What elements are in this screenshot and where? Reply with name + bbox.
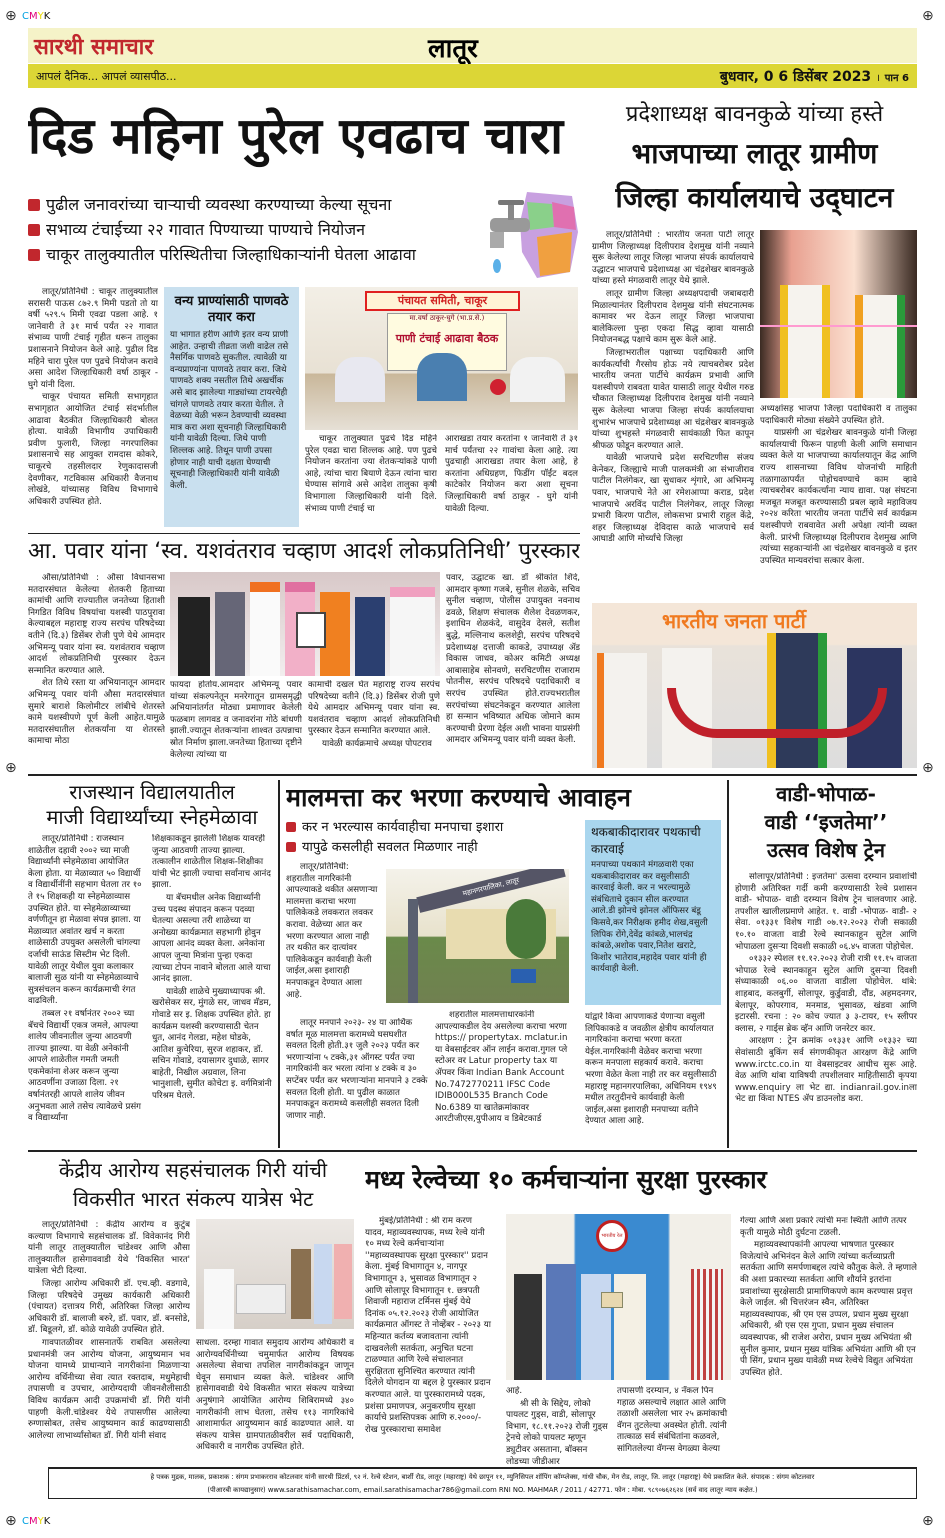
- pawar-column-1: [28, 573, 165, 771]
- paragraph: महाव्यवस्थापकांनी आपल्या भाषणात पुरस्कार विजेत्यांचे अभिनंदन केले आणि त्यांच्या कर्तव्याप्रती सतर्कता आणि समर्पणाबद्दल त्यांचे कौतुक केले. ते म्हणाले की अशा प्रकारच्या सतर्कता आणि शौर्याने इतरांना प्रवाशांच्या सुरक्षेसाठी प्रामाणिकपणे काम करण्यास प्रवृत्त केले जाईल. श्री चित्तरंजन स्वैन, अतिरिक्त महाव्यवस्थापक, श्री एम एस उप्पल, प्रधान मुख्य सुरक्षा अधिकारी, श्री एस एस गुप्ता, प्रधान मुख्य संचालन व्यवस्थापक, श्री राजेश अरोरा, प्रधान मुख्य अभियंता श्री सुनील कुमार, प्रधान मुख्य यांत्रिक अभियंता आणि श्री एन पी सिंग, प्रधान मुख्य यावेळी मध्य रेल्वेचे विद्युत अभियंता उपस्थित होते.: [740, 1240, 917, 1378]
- paragraph: तब्बल २१ वर्षानंतर २००२ च्या बॅचचे विद्यार्थी एकत्र जमले, आपल्या शालेय जीवनातील जुन्या आठवणी ताज्या झाल्या. या वेळी अनेकांनी आपले शाळेतील गमती जमती एकमेकांना शेअर करून जुन्या आठवणींना उजाळा दिला. २१ वर्षानंतरही आपले शालेय जीवन अनुभवता आले तसेच त्यावेळचे प्रसंग व विद्यार्थ्यांना: [28, 1008, 141, 1124]
- gate-pillar: [408, 899, 418, 1003]
- pawar-column-3: [308, 680, 440, 771]
- paragraph: आरक्षण : ट्रेन क्रमांक ०१३३१ आणि ०१३३२ च्या सेवांसाठी बुकिंग सर्व संगणकीकृत आरक्षण केंद्रे आणि www.irctc.co.in या वेबसाइटवर आधीच सुरू आहे. वेळ आणि थांबा याविषयी तपशीलवार माहितीसाठी कृपया www.enquiry ला भेट द्या. indianrail.gov.inला भेट द्या किंवा NTES ॲप डाउनलोड करा.: [735, 1036, 917, 1105]
- municipal-building-photo: [386, 869, 569, 1003]
- wildlife-sidebar-box: [164, 287, 299, 527]
- railway-logo-icon: भारतीय रेल: [596, 1220, 628, 1252]
- lead-column-4: [445, 434, 578, 527]
- tax-column-1a: [286, 862, 378, 1014]
- bullet-text: कर न भरल्यास कार्यवाहीचा मनपाचा इशारा: [302, 820, 504, 835]
- divider: [28, 533, 580, 534]
- bullet-item: [28, 217, 498, 242]
- award-ceremony-photo: [170, 572, 440, 676]
- paragraph: चाकूर तालुक्यात पुढचे दिड महिने पुरेल एवढा चारा शिल्लक आहे. पण पुढचे नियोजन करतांना ज्या शेतकऱ्यांकडे पाणी आहे, त्यांचा चारा बियाणे देऊन त्यांना चारा घेण्यास सांगावे असे आदेश तालुका कृषी विभागाला जिल्हाधिकारी यांनी दिले. संभाव्य पाणी टंचाई चा: [305, 434, 437, 514]
- imprint-line-2: (पीआरबी कायद्यानुसार) www.sarathisamachar.com, email.sarathisamachar786@gmail.com RNI NO. MAHMAR / 2011 / 42771. फोन : मोबा. ९८९०७६२६२४ (सर्व वाद लातूर न्याय कक्षेत.): [207, 1486, 758, 1494]
- paragraph: पवार, उद्घाटक खा. डॉ श्रीकांत शिंदे, आमदार कृष्णा गजबे, सुनील शेळके, सचिव सुनील चव्हाण, पोलीस उपायुक्त नवनाथ ढवळे, शिक्षण संचालक शैलेश देवळणकर, इशाधिन शेळकंदे, वासुदेव देसले, सतीश बुद्धे, मल्लिनाथ कलशेट्टी, सरपंच परिषदचे प्रदेशाध्यक्ष दत्ताजी काकडे, उपाध्यक्ष ॲड विकास जाधव, कोअर कमिटी अध्यक्ष आबासाहेब सोनवणे, सरचिटणीस राजाराम पोतनीस, सरपंच परिषदचे पदाधिकारी व सरपंच उपस्थित होते.राज्यभरातील सरपंचांच्या संघटनेकडून करण्यात आलेला हा सन्मान भविष्यात अधिक जोमाने काम करण्याची प्रेरणा देईल अशी भावना याप्रसंगी आमदार अभिमन्यू पवार यांनी व्यक्त केली.: [446, 573, 580, 746]
- paragraph: लातूर मनपाने २०२३- २४ या आर्थिक वर्षात मूळ मालमत्ता करामध्ये घसघशीत सवलत दिली होती.३१ जुलै २०२३ पर्यंत कर भरणाऱ्यांना ५ टक्के,३१ ऑगस्ट पर्यंत ज्या नागरिकांनी कर भरला त्यांना ४ टक्के व ३० सप्टेंबर पर्यंत कर भरणाऱ्यांना मानपाने ३ टक्के सवलत दिली होती. या पुढील काळात मनपाकडून करामध्ये कसलीही सवलत दिली जाणार नाही.: [286, 1018, 428, 1121]
- pawar-column-2: [170, 680, 302, 771]
- health-column-1: [28, 1220, 190, 1466]
- health-headline-2: विकसीत भारत संकल्प यात्रेस भेट: [72, 1187, 314, 1211]
- paragraph: यावेळी कार्यक्रमाचे अध्यक्ष पोपटराव: [322, 738, 432, 749]
- tax-headline: मालमत्ता कर भरणा करण्याचे आवाहन: [286, 783, 631, 812]
- cmyk-c: C: [22, 1516, 29, 1527]
- cmyk-y: Y: [37, 11, 44, 22]
- paragraph: शेत तिथे रस्ता या अभियानातून आमदार अभिमन्यू पवार यांनी औसा मतदारसंघात सुमारे बाराशे किलोमीटर लांबीचे शेतरस्ते कामे यशस्वीपणे पूर्ण केली आहेत.यामुळे मतदारसंघातील शेतकर्यांना या शेतरस्ते कामाचा मोठा: [28, 678, 165, 747]
- person-figure: [178, 597, 210, 676]
- paragraph: फायदा होतोय.आमदार अभिमन्यू पवार यांच्या संकल्पनेतून मनरेगातून ग्रामसमृद्धी अभियानांतर्गत मोठ्या प्रमाणावर केलेली फळबाग लागवड व जनावरांना गोठे बांधणी झाली.ज्यातून शेतकऱ्यांना शाश्वत उत्पन्नाचा स्रोत निर्माण झाला.जनतेच्या हिताच्या दृष्टीने केलेल्या त्यांच्या या: [170, 680, 302, 760]
- cmyk-m: M: [28, 1516, 38, 1527]
- railway-column-2: [506, 1386, 611, 1466]
- pawar-headline: आ. पवार यांना ‘स्व. यशवंतराव चव्हाण आदर्श लोकप्रतिनिधी’ पुरस्कार: [28, 539, 580, 564]
- paragraph: लातूर/प्रतिनिधी : राजस्थान शाळेतील दहावी २००२ च्या माजी विद्यार्थ्यांनी स्नेहमेळावा आयोजित केला होता. या मेळाव्यात ५० विद्यार्थी व विद्यार्थीनींनी सहभाग घेतला तर १० ते १५ शिक्षकही या स्नेहमेळाव्यास उपस्थित होते. या स्नेहमेळाव्याच्या वर्णणीतून हा मेळावा संपन्न झाला. या मेळाव्यात अवांतर खर्च न करता शाळेसाठी उपयुक्त असलेली चांगल्या दर्जाची साऊंड सिस्टीम भेट दिली. यावेळी लातूर येथील युवा कलाकार बालाजी सुळ यांनी या स्नेहमेळाव्याचे सुत्रसंचलन करून कार्यक्रमाची रंगत वाढविली.: [28, 834, 142, 1007]
- edition-name: लातूर: [428, 34, 478, 64]
- photo-banner-text: पंचायत समिती, चाकूर: [365, 291, 520, 311]
- person-figure: [250, 582, 280, 676]
- paper-name: सारथी समाचार: [34, 35, 154, 60]
- paragraph: चाकूर पंचायत समिती सभागृहात सभागृहात आयोजित टंचाई संदर्भातील आढावा बैठकीत जिल्हाधिकारी बोलत होत्या. यावेळी विभागीय उपाधिकारी प्रवीण फुलारी, जिल्हा नगरपालिका प्रशासनाचे सह आयुक्त रामदास कोकरे, चाकूरचे तहसीलदार रेणुकादासजी देवणीकर, गटविकास अधिकारी वैजनाथ लोखंडे, यांच्यासह विविध विभागाचे अधिकारी उपस्थित होते.: [28, 392, 158, 507]
- paragraph: शहरातील मालमत्ताधारकांनी आपल्याकडील देय असलेल्या कराचा भरणा https:// propertytax. mclatur.in या वेबसाईटवर ऑन लाईन करावा.गुगल प्ले स्टोअर वर Latur property tax या ॲपवर किंवा Indian Bank Account No.7472770211 IFSC Code IDIB000L535 Branch Code No.6389 या खातेक्रमांकावर आरटीजीएस,युपीआय व डिबेटकार्ड: [435, 1010, 568, 1125]
- bjp-column-2: [760, 404, 917, 590]
- bullet-text: सभाव्य टंचाईच्या २२ गावात पिण्याच्या पाण्याचे नियोजन: [46, 220, 366, 239]
- paragraph: गेल्या आणि अशा प्रकारे त्यांची मनः स्थिती आणि तत्पर कृती यामुळे मोठी दुर्घटना टळली.: [740, 1216, 907, 1238]
- sidebar-title: वन्य प्राण्यांसाठी पाणवठे तयार करा: [174, 294, 289, 325]
- paragraph: या बॅचमधील अनेक विद्यार्थ्यांनी उच्च पदस्थ संपादन करून पदव्या घेतल्या असल्या तरी शाळेच्या या अनोख्या कार्यक्रमात सहभागी होवुन आपला आनंद व्यक्त केला. अनेकांना आपल जुन्या मित्रांना पुन्हा एकदा त्याच्या टोपन नावाने बोलता आले याचा आनंद झाला.: [152, 892, 271, 985]
- award-presentation-photo: [506, 1214, 731, 1380]
- headline-line: वाडी ‘‘इजतेमा’’: [764, 810, 888, 834]
- certificate: [601, 1292, 623, 1308]
- registration-mark-icon: ⊕: [5, 1513, 17, 1529]
- divider: [28, 1150, 917, 1152]
- paragraph: लातूर/प्रतिनिधी : भारतीय जनता पार्टी लातूर ग्रामीण जिल्हाध्यक्ष दिलीपराव देशमुख यांनी नव्याने सुरू केलेल्या लातूर जिल्हा भाजपा संपर्क कार्यालयाचे उद्धाटन भाजपाचे प्रदेशाध्यक्ष आ चंद्रशेखर बावनकुळे यांच्या हस्ते मंगळवारी लातूर येथे झाले.: [592, 230, 754, 287]
- page-number: पान 6: [884, 73, 909, 84]
- garland: [667, 688, 887, 738]
- registration-mark-icon: ⊕: [922, 8, 934, 24]
- award-frame: [296, 612, 326, 648]
- cmyk-marker: [22, 11, 50, 22]
- paragraph: लातूर/प्रतिनिधी : केंद्रीय आरोग्य व कुटुंब कल्याण विभागाचे सहसंचालक डॉ. विवेकानंद गिरी यांनी लातूर तालुक्यातील चांडेश्वर आणि औसा तालुक्यातील हासेगाववाडी येथे 'विकसित भारत' यात्रेला भेटी दिल्या.: [28, 1220, 190, 1277]
- train-body: [735, 872, 917, 1146]
- cmyk-y: Y: [37, 1516, 44, 1527]
- paragraph: तपासणी दरम्यान, ४ नॅकल पिन गहाळ असल्याचे लक्षात आले आणि तळाशी असलेला भार २५ क्रमांकाची वॅगन तुटलेल्या अवस्थेत होती. त्यांनी तात्काळ सर्व संबंधितांना कळवले, सांगितलेल्या वॅगन्स वेगळ्या केल्या: [617, 1386, 728, 1454]
- person-figure: [691, 1269, 723, 1380]
- tax-action-box: [585, 820, 721, 1005]
- imprint-line-1: हे पत्रक मुद्रक, मालक, प्रकाशक : संगम प्रभाकरराव कोटलवार यांनी सारथी प्रिंटर्स, ९२ नं. रेल्वे स्टेशन, बार्शी रोड, लातूर (महाराष्ट्र) येथे छापून ११, म्युनिसिपल शॉपिंग कॉम्प्लेक्स, गांधी चौक, मेन रोड, लातूर, जि. लातूर (महाराष्ट्र) येथे प्रकाशित केले. संपादक : संगम कोटलवार: [150, 1473, 815, 1481]
- headline-line: उत्सव विशेष ट्रेन: [767, 838, 885, 862]
- paragraph: श्री सी के सिद्देय, लोको पायलट गुड्स, वाडी, सोलापूर विभाग, १८.११.२०२३ रोजी गुड्स ट्रेनचे लोको पायलट म्हणून ड्युटीवर असताना, बॉक्सन लोडच्या जीडीआर: [506, 1398, 608, 1466]
- truck: [511, 969, 536, 983]
- paragraph: आराखडा तयार करतांना १ जानेवारी ते ३१ मार्च पर्यंतचा २२ गावांचा केला आहे. त्या पुढचाही आराखडा तयार केला आहे, हे करतांना अधिग्रहण, फिडींग पॉईंट बदल काटेकोर नियोजन करा अशा सूचना जिल्हाधिकारी वर्षा ठाकूर - घुगे यांनी यावेळी दिल्या.: [445, 434, 578, 514]
- photo-board-title: पाणी टंचाई आढावा बैठक: [395, 332, 499, 345]
- lead-column-3: [305, 434, 437, 527]
- person-figure: [514, 1274, 542, 1380]
- separator: ।: [876, 73, 880, 84]
- gate-sign-text: महानगरपालिका, लातूर: [416, 869, 565, 913]
- reunion-headline-1: राजस्थान विद्यालयातील: [69, 780, 235, 804]
- paragraph: जिल्हाभरातील पक्षाच्या पदाधिकारी आणि कार्यकर्त्यांची गैरसोय होऊ नये त्याचबरोबर प्रदेश भारतीय जनता पार्टीचे कार्यक्रम प्रभावी आणि यशस्वीपणे राबवता यावेत यासाठी लातूर येथील गरुड चौकात जिल्हाध्यक्ष दिलीपराव देशमुख यांनी नव्याने सुरू केलेल्या भाजपा जिल्हा संपर्क कार्यालयाचा शुभारंभ भाजपाचे प्रदेशाध्यक्ष आ चंद्रशेखर बावनकुळे यांच्या शुभहस्ते मंगळवारी सायंकाळी फित कापून श्रीफळ फोडून करण्यात आले.: [592, 347, 754, 451]
- paragraph: औसा/प्रतिनिधी : औसा विधानसभा मतदारसंघात केलेल्या शेतकरी हिताच्या कामांची आणि राज्यातील जनतेच्या हिताशी निगडित विविध विषयांचा यशस्वी पाठपुरावा केल्याबद्दल महाराष्ट्र राज्य सरपंच परिषदेच्या वतीने (दि.३) डिसेंबर रोजी पुणे येथे आमदार अभिमन्यू पवार यांना स्व. यशवंतराव चव्हाण आदर्श लोकप्रतिनिधी पुरस्कार देऊन सन्मानित करण्यात आले.: [28, 573, 165, 676]
- felicitation-photo: [592, 603, 917, 768]
- paragraph: यांद्वारे किंवा आपणाकडे येणाऱ्या वसुली लिपिकाकडे व जवळील क्षेत्रीय कार्यालयात नागरिकांना कराचा भरणा करता येईल.नागरिकांनी वेळेवर कराचा भरणा करून मनपाला सहकार्य करावे. कराचा भरणा वेळेत केला नाही तर कर वसुलीसाठी महाराष्ट्र महानगरपालिका, अधिनियम १९४९ मधील तरतुदीनचे कार्यवाही केली जाईल,असा इशाराही मनपाच्या वतीने देण्यात आला आहे.: [585, 1012, 717, 1127]
- bullet-square-icon: [286, 822, 296, 832]
- cmyk-m: M: [28, 11, 38, 22]
- bullet-item: [28, 192, 498, 217]
- lead-bullets: [28, 192, 498, 267]
- paragraph: याप्रसंगी आ चंद्रशेखर बावनकुळे यांनी जिल्हा कार्यालयाची फिरून पाहणी केली आणि समाधान व्यक्त केले या भाजपाच्या कार्यालयातून केंद्र आणि राज्य शासनाच्या विविध योजनांची माहिती तळागाळापर्यंत पोहोचवण्याचे काम व्हावे त्याचबरोबर कार्यकर्त्यांना न्याय द्यावा. पक्ष संघटना मजबूत मजबूत करण्यासाठी प्रबल व्हावे महाविजय २०२४ करिता भारतीय जनता पार्टीचे सर्व कार्यक्रम यशस्वीपणे राबवावेत अशी अपेक्षा त्यांनी व्यक्त केली. प्रारंभी जिल्हाध्यक्ष दिलीपराव देशमुख आणि त्यांच्या सहकाऱ्यांनी आ चंद्रशेखर बावनकुळे व इतर उपस्थित मान्यवरांचा सत्कार केला.: [760, 428, 917, 566]
- table: [236, 1284, 286, 1314]
- railway-column-4: [740, 1216, 917, 1466]
- bullet-text: चाकूर तालुक्यातील परिस्थितीचा जिल्हाधिकाऱ्यांनी घेतला आढावा: [46, 245, 416, 264]
- bullet-item: [28, 242, 498, 267]
- health-headline-1: केंद्रीय आरोग्य सहसंचालक गिरी यांची: [58, 1158, 328, 1182]
- flower-bouquet: [490, 379, 506, 395]
- bjp-kicker: प्रदेशाध्यक्ष बावनकुळे यांच्या हस्ते: [625, 102, 884, 127]
- person-figure: [215, 592, 245, 676]
- bullet-text: यापुढे कसलीही सवलत मिळणार नाही: [302, 840, 478, 855]
- imprint-footer: [48, 1467, 917, 1499]
- paragraph: लातूर/प्रतिनिधी: शहरातील नागरिकांनी आपल्याकडे थकीत असणाऱ्या मालमत्ता कराचा भरणा पालिकेकडे लवकरात लवकर करावा. वेळेच्या आत कर भरणा करण्यात आला नाही तर थकीत कर दात्यांवर पालिकेकडून कार्यवाही केली जाईल,असा इशाराही मनपाकडून देण्यात आला आहे.: [286, 862, 378, 1000]
- tax-column-1b: [286, 1018, 428, 1146]
- masthead: [28, 28, 917, 88]
- person-figure: [334, 1244, 352, 1319]
- person-figure: [581, 1274, 611, 1380]
- tagline: आपलं दैनिक... आपलं व्यासपीठ...: [36, 70, 177, 83]
- ribbon-cutting-photo: [760, 230, 917, 398]
- bullet-square-icon: [28, 249, 40, 261]
- registration-mark-icon: ⊕: [5, 760, 17, 776]
- reunion-column-1: [28, 834, 146, 1146]
- tree: [506, 899, 546, 959]
- paragraph: शिक्षकाकडून झालेली शिक्षक यावरही जुन्या आठवणी ताज्या झाल्या. तत्कालीन शाळेतील शिक्षक-शिक्षीका यांची भेट झाली ज्याचा सर्वांनाच आनंद झाला.: [152, 834, 271, 891]
- person-figure: [546, 1264, 576, 1380]
- bullet-item: [286, 838, 576, 858]
- paragraph: लातूर ग्रामीण जिल्हा अध्यक्षपदाची जबाबदारी मिळाल्यानंतर दिलीपराव देशमुख यांनी संघटनात्मक कामावर भर देऊन लातूर जिल्हा भाजपाचा बालेकिल्ला पुन्हा एकदा सिद्ध व्हावा यासाठी नियोजनबद्ध पक्षाचे काम सुरू केले आहे.: [592, 288, 754, 346]
- box-title: थकबाकीदारावर पथकाची कारवाई: [591, 825, 701, 856]
- registration-mark-icon: ⊕: [922, 760, 934, 776]
- paragraph: मुंबई/प्रतिनिधी : श्री राम करण यादव, महाव्यवस्थापक, मध्य रेल्वे यांनी १० मध्य रेल्वे कर्मचाऱ्यांना ''महाव्यवस्थापक सुरक्षा पुरस्कार'' प्रदान केला. मुंबई विभागातून ४, नागपूर विभागातून ३, भुसावळ विभागातून २ आणि सोलापूर विभागातून १. छत्रपती शिवाजी महाराज टर्मिनस मुंबई येथे दिनांक ०५.१२.२०२३ रोजी आयोजित कार्यक्रमात ऑगस्ट ते नोव्हेंबर - २०२३ या महिन्यात कर्तव्य बजावताना त्यांनी दाखवलेली सतर्कता, अनुचित घटना टाळण्यात आणि रेल्वे संचालनात सुरक्षितता सुनिश्चित करण्यात त्यांनी दिलेले योगदान या बद्दल हे पुरस्कार प्रदान करण्यात आले. या पुरस्कारामध्ये पदक, प्रशंसा प्रमाणपत्र, अनुकरणीय सुरक्षा कार्याचे प्रशस्तिपत्रक आणि रु.२०००/- रोख पुरस्काराचा समावेश: [365, 1216, 491, 1435]
- bjp-headline-1: भाजपाच्या लातूर ग्रामीण: [631, 137, 878, 170]
- bullet-square-icon: [286, 842, 296, 852]
- person-figure: [417, 353, 467, 401]
- health-column-2: [196, 1338, 354, 1466]
- tax-column-2: [435, 1010, 577, 1146]
- person-figure: [597, 653, 647, 768]
- column-divider: [727, 780, 729, 1148]
- paragraph: लातूर/प्रतिनिधी : चाकूर तालुक्यातील सरासरी पाऊस ८७२.९ मिमी पडतो तो या वर्षी ५२९.५ मिमी एवढा पडला आहे. १ जानेवारी ते ३१ मार्च पर्यंत २२ गावात संभाव्य पाणी टंचाई गृहीत धरून तालुका प्रशासनाने नियोजन केले आहे. पुढील दिड महिने चारा पुरेल पण पुढचे नियोजन करावे असा आदेश जिल्हाधिकारी वर्षा ठाकूर - घुगे यांनी दिला.: [28, 287, 158, 390]
- paragraph: आहे.: [506, 1386, 523, 1396]
- bullet-text: पुढील जनावरांच्या चाऱ्याची व्यवस्था करण्याच्या केल्या सूचना: [46, 195, 392, 214]
- bullet-item: [286, 818, 576, 838]
- cmyk-k: K: [43, 11, 51, 22]
- person-figure: [314, 1244, 332, 1324]
- bjp-column-1: [592, 230, 754, 590]
- person-figure: [510, 357, 565, 402]
- reunion-headline-2: माजी विद्यार्थ्यांच्या स्नेहमेळावा: [46, 805, 258, 829]
- headline-line: वाडी-भोपाळ-: [776, 782, 876, 806]
- sidebar-text: या भागात हरीण आणि इतर वन्य प्राणी आहेत. उन्हाची तीव्रता जशी वाढेल तसे नैसर्गिक पाणवठे सुकतील. त्यावेळी या वन्यप्राण्यांना पाणवठे तयार करा. जिथे पाणवठे शक्य नसतील तिथे अखर्चीक असे बाद झालेल्या गाड्यांच्या टायरचेही चांगले पाणवठे तयार करता येतील. ते वेळच्या वेळी भरून ठेवण्याची व्यवस्था मात्र करा अशा सूचनाही जिल्हाधिकारी यांनी यावेळी दिल्या. जिथे पाणी शिल्लक आहे. तिथून पाणी उपसा होणार नाही याची दक्षता घेण्याची सूचनाही जिल्हाधिकारी यांनी यावेळी केली.: [170, 330, 289, 491]
- paragraph: यावेळी शाळेचे मुख्याध्यापक श्री. खरोसेकर सर, मुंगळे सर, जाधव मॅडम, गोवाडे सर इ. शिक्षक उपस्थित होते. हा कार्यक्रम यशस्वी करण्यासाठी चेतन धुत, आनंद गेलडा, महेश घोडके, आतिश कुचेरिया, सुरज शहाकर, डॉ. सचिन गोवाडे, दयासागर दुधाळे, सागर बाहेती, निखील अग्रवाल, लिना भानुशाली, सुमीत कोचेटा इ. वर्गमित्रांनी परिश्रम घेतले.: [152, 986, 272, 1102]
- person-figure: [614, 1274, 646, 1380]
- paragraph: अध्यक्षांसह भाजपा जिल्हा पदाधिकारी व तालुका पदाधिकारी मोठ्या संख्येने उपस्थित होते.: [760, 404, 917, 426]
- registration-mark-icon: ⊕: [922, 1513, 934, 1529]
- bjp-headline-2: जिल्हा कार्यालयाचे उद्‌घाटन: [615, 181, 894, 214]
- paragraph: ०१३३२ स्पेशल ११.१२.२०२३ रोजी रात्री ११.१५ वाजता भोपाळ रेल्वे स्थानकाहून सुटेल आणि दुसऱ्या दिवशी संध्याकाळी ०६.०० वाजता वाडीला पोहोचेल. थांबे: शाहबाद, कलबुर्गी, सोलापूर, कुर्डुवाडी, दौंड, अहमदनगर, बेलापूर, कोपरगाव, मनमाड, भुसावळ, खंडवा आणि इटारसी. रचना : २० कोच ज्यात ३ ३-टायर, १५ स्लीपर क्लास, २ गार्ड्स ब्रेक व्हॅन आणि जनरेटर कार.: [735, 954, 917, 1034]
- divider: [28, 774, 917, 776]
- photo-board-sub: मा.वर्षा ठाकूर-घुगे (भा.प्र.से.): [409, 314, 485, 322]
- health-camp-photo: [196, 1219, 354, 1329]
- railway-headline: मध्य रेल्वेच्या १० कर्मचाऱ्यांना सुरक्षा पुरस्कार: [365, 1165, 767, 1194]
- paragraph: यावेळी भाजपाचे प्रदेश सरचिटणीस संजय केनेकर, जिल्ह्याचे माजी पालकमंत्री आ संभाजीराव पाटील निलंगेकर, खा सुधाकर शृंगारे, आ अभिमन्यू पवार, भाजपाचे नेते आ रमेशआप्पा कराड, प्रदेश भाजपाचे अरविंद पाटील निलंगेकर, लातूर जिल्हा प्रभारी किरण पाटील, लोकसभा प्रभारी राहुल केंद्रे, शहर जिल्हाध्यक्ष देविदास काळे भाजपाचे सर्व आघाडी आणि मोर्च्यांचे जिल्हा: [592, 453, 754, 545]
- paragraph: जिल्हा आरोग्य अधिकारी डॉ. एच.व्ही. वडगावे, जिल्हा परिषदेचे उमुख्य कार्यकारी अधिकारी (पंचायत) दत्तात्रय गिरी, अतिरिक्त जिल्हा आरोग्य अधिकारी डॉ. बालाजी बरुरे, डॉ. पवार, डॉ. बनसोडे, डॉ. बिडूलगे, डॉ. कोळे यावेळी उपस्थित होते.: [28, 1278, 190, 1336]
- issue-date: बुधवार, 0 6 डिसेंबर 2023: [719, 69, 872, 85]
- box-text: मनपाच्या पथकाने मंगळवारी एका थकबाकीदारावर कर वसुलीसाठी कारवाई केली. कर न भरल्यामुळे संबंधिताचे दुकान सील करण्यात आले.डी झोनचे झोनल ऑफिसर बंडू किसवे,कर निरीक्षक हमीद शेख,वसुली लिपिक रोंगे,देवेंद्र कांबळे,भालचंद्र कांबळे,अशोक पवार,नितेश खराटे, किशोर भातेराव,महादेव पवार यांनी ही कार्यवाही केली.: [591, 860, 708, 975]
- pawar-column-4: [446, 573, 580, 771]
- lead-headline: दिड महिना पुरेल एवढाच चारा: [28, 107, 564, 165]
- person-figure: [390, 587, 435, 676]
- bullet-square-icon: [28, 224, 40, 236]
- person-figure: [291, 1249, 311, 1319]
- lead-column-1: [28, 287, 158, 527]
- column-divider: [278, 780, 280, 1148]
- paragraph: साधला. दरम्हा गावात समुदाय आरोग्य अधिकारी व आरोग्यवर्धिनीच्या चमुमार्फत आरोग्य विषयक असलेल्या सेवाचा तपशिल नागरीकांकडून जाणून घेवून समाधान व्यक्त केले. चांडेश्वर आणि हासेगाववाडी येथे विकसीत भारत संकल्प यात्रेच्या अनुषंगाने आयोजित आरोग्य शिबिरामध्ये ३४० नागरीकांनी लाभ घेतला, तसेच ११३ नागरिकांचे आशामार्फत आयुष्यमान कार्ड काढण्यात आले. या संकल्प यात्रेस ग्रामपातळीवरील सर्व पदाधिकारी, अधिकारी व नागरीक उपस्थित होते.: [196, 1338, 354, 1453]
- paragraph: गावपातळीवर शासनातर्फे राबवित असलेल्या प्रधानमंत्री जन आरोग्य योजना, आयुष्यमान भव योजना यामध्ये प्राधान्याने नागरीकांना मिळणाऱ्या आरोग्य वर्धिनीच्या सेवा त्यात रक्तदाब, मधुमेहाची तपासणी व उपचार, आरोग्यदायी जीवनशैलीसाठी विविध कार्यक्रम आदी उपक्रमांची डॉ. गिरी यांनी पाहणी केली.चांडेश्वर येथे तपासणीस आलेल्या रुग्णासोबत, तसेच आयुष्यमान कार्ड काढण्यासाठी आलेल्या लाभार्थ्यांसोबत डॉ. गिरी यांनी संवाद: [28, 1337, 190, 1441]
- paragraph: सोलापूर/प्रतिनिधी : इजतेमा' उत्सवा दरम्यान प्रवाशांची होणारी अतिरिक्त गर्दी कमी करण्यासाठी रेल्वे प्रशासन वाडी- भोपाळ- वाडी दरम्यान विशेष ट्रेन चालवणार आहे. तपशील खालीलप्रमाणे आहेत. १. वाडी -भोपाळ- वाडी- २ सेवा. ०१३३१ विशेष गाडी ०७.१२.२०२३ रोजी सकाळी १०.१० वाजता वाडी रेल्वे स्थानकाहून सुटेल आणि भोपाळला दुसऱ्या दिवशी सकाळी ०६.४५ वाजता पोहोचेल.: [735, 872, 917, 952]
- cmyk-k: K: [43, 1516, 51, 1527]
- person-figure: [355, 597, 385, 676]
- person-figure: [780, 285, 830, 398]
- cmyk-marker: [22, 1516, 50, 1527]
- date-page: [720, 67, 909, 86]
- bullet-square-icon: [28, 199, 40, 211]
- water-tap-map-icon: [482, 182, 580, 282]
- photo-banner-text: भारतीय जनता पार्टी: [662, 609, 806, 633]
- person-figure: [204, 1269, 234, 1329]
- person-figure: [335, 357, 385, 402]
- train-headline: [735, 780, 917, 864]
- reunion-column-2: [152, 834, 274, 1146]
- ribbon: [760, 325, 917, 327]
- railway-column-1: [365, 1216, 493, 1466]
- person-figure: [855, 295, 905, 398]
- cmyk-c: C: [22, 11, 29, 22]
- registration-mark-icon: ⊕: [5, 8, 17, 24]
- meeting-photo: [305, 287, 578, 430]
- paragraph: कामाची दखल घेत महाराष्ट्र राज्य सरपंच परिषदेच्या वतीने (दि.३) डिसेंबर रोजी पुणे येथे आमदार अभिमन्यू पवार यांना स्व. यशवंतराव चव्हाण आदर्श लोकप्रतिनिधी पुरस्कार देऊन सन्मानित करण्यात आले.: [308, 680, 440, 737]
- tax-bullets: [286, 818, 576, 858]
- railway-column-3: [617, 1386, 731, 1466]
- tax-column-3: [585, 1012, 721, 1146]
